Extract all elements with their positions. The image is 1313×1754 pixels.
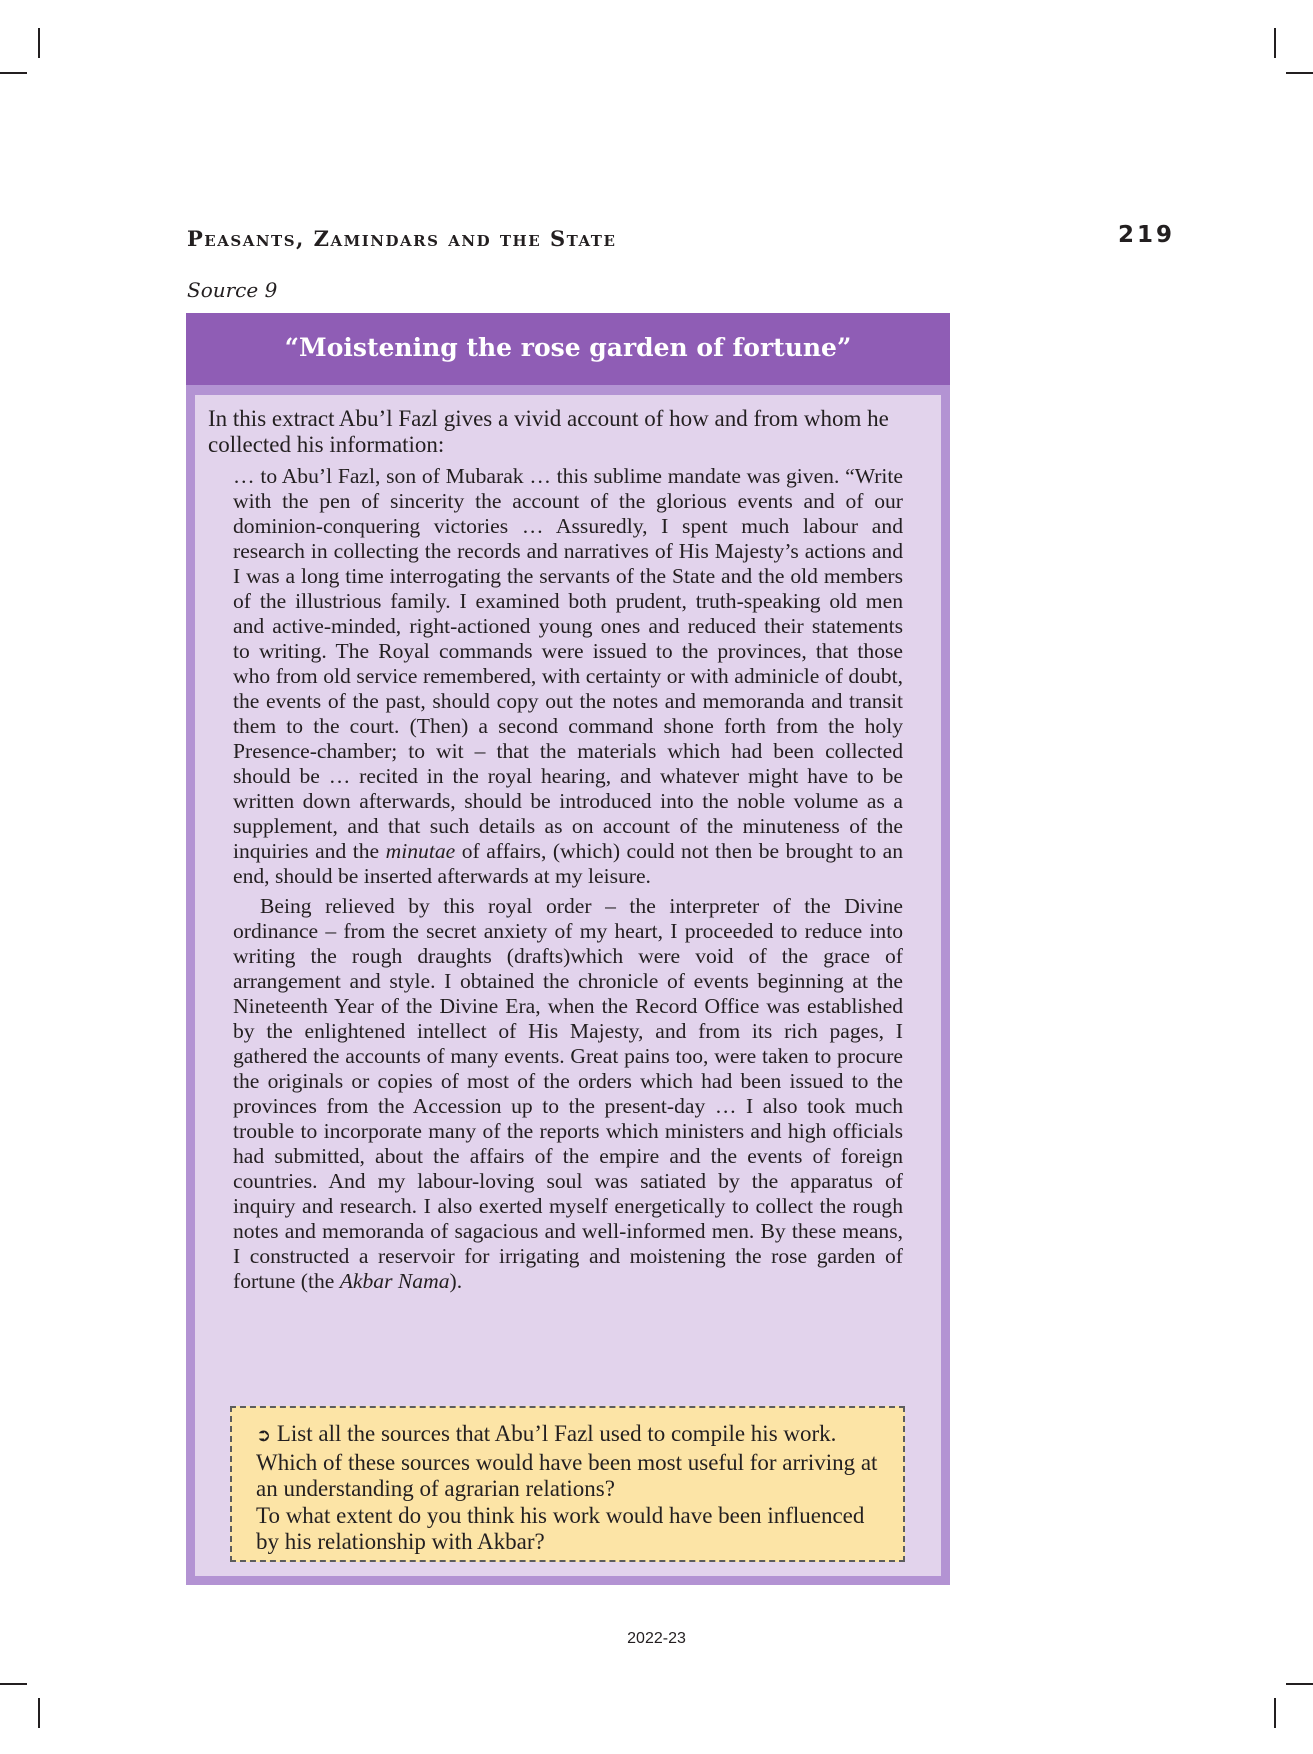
footer-year: 2022-23: [627, 1630, 686, 1647]
crop-mark: [1286, 72, 1313, 74]
extract-paragraph: [233, 894, 903, 1294]
source-label: Source 9: [187, 278, 278, 302]
question-text: [256, 1421, 886, 1556]
source-title-bar: [186, 313, 950, 385]
crop-mark: [1286, 1683, 1313, 1685]
italic-title: Akbar Nama: [339, 1269, 450, 1293]
text-run: … to Abu’l Fazl, son of Mubarak … this sublime mandate was given. “Write with the pen of sincerity the account of the glorious events and of our dominion-conquering victories … Assuredly, I spent much labour and research in collecting the records and narratives of His Majesty’s actions and I was a long time interrogating the servants of the State and the old members of the illustrious family. I examined both prudent, truth-speaking old men and active-minded, right-actioned young ones and reduced their statements to writing. The Royal commands were issued to the provinces, that those who from old service remembered, with certainty or with adminicle of doubt, the events of the past, should copy out the notes and memoranda and transit them to the court. (Then) a second command shone forth from the holy Presence-chamber; to wit – that the materials which had been collected should be … recited in the royal hearing, and whatever might have to be written down afterwards, should be introduced into the noble volume as a supplement, and that such details as on account of the minuteness of the inquiries and the: [233, 464, 903, 863]
text-run: of affairs, (which) could not then be brought to an end, should be inserted afterwards at my leisure.: [233, 839, 903, 888]
text-run: Being relieved by this royal order – the interpreter of the Divine ordinance – from the secret anxiety of my heart, I proceeded to reduce into writing the rough draughts (drafts)which were void of the grace of arrangement and style. I obtained the chronicle of events beginning at the Nineteenth Year of the Divine Era, when the Record Office was established by the enlightened intellect of His Majesty, and from its rich pages, I gathered the accounts of many events. Great pains too, were taken to procure the originals or copies of most of the orders which had been issued to the provinces from the Accession up to the present-day … I also took much trouble to incorporate many of the reports which ministers and high officials had submitted, about the affairs of the empire and the events of foreign countries. And my labour-loving soul was satiated by the apparatus of inquiry and research. I also exerted myself energetically to collect the rough notes and memoranda of sagacious and well-informed men. By these means, I constructed a reservoir for irrigating and moistening the rose garden of fortune (the: [233, 894, 903, 1293]
crop-mark: [0, 72, 27, 74]
question-line: [256, 1421, 886, 1503]
quoted-extract: [233, 464, 903, 1294]
crop-mark: [38, 1698, 40, 1728]
crop-mark: [1274, 1698, 1276, 1728]
arrow-right-circle-icon: ➲: [256, 1425, 272, 1446]
intro-text: In this extract Abu’l Fazl gives a vivid account of how and from whom he collected his information:: [208, 406, 889, 457]
text-run: List all the sources that Abu’l Fazl used to compile his work. Which of these sources would have been most useful for arriving at an understanding of agrarian relations?: [256, 1421, 878, 1501]
source-title: “Moistening the rose garden of fortune”: [284, 333, 852, 362]
extract-paragraph: [233, 464, 903, 889]
question-line: To what extent do you think his work would have been influenced by his relationship with Akbar?: [256, 1502, 865, 1554]
running-header: Peasants, Zamindars and the State: [187, 226, 617, 251]
text-run: ).: [449, 1269, 463, 1293]
question-box: [230, 1406, 905, 1562]
crop-mark: [1274, 28, 1276, 58]
crop-mark: [38, 28, 40, 58]
crop-mark: [0, 1683, 27, 1685]
page-number: 219: [1117, 222, 1175, 248]
italic-term: minutae: [385, 839, 456, 863]
